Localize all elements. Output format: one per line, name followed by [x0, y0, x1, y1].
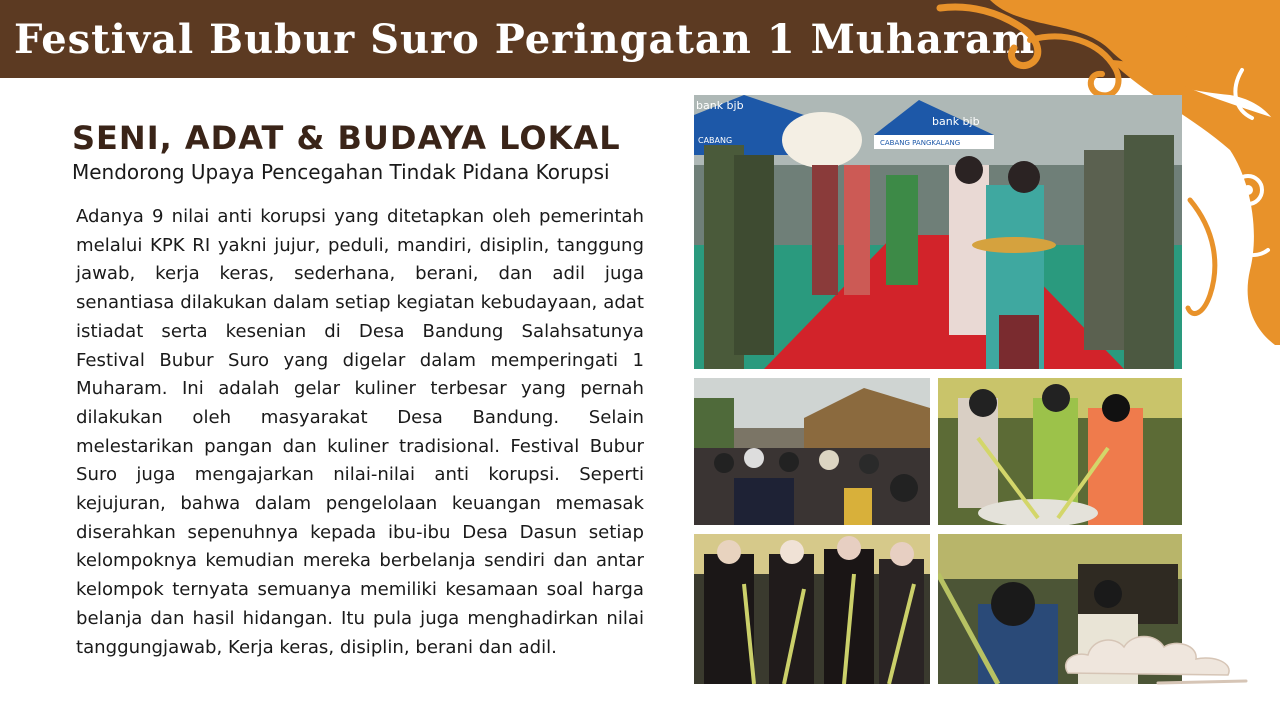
branch-sign-right: CABANG PANGKALANG: [880, 139, 961, 147]
body-paragraph: Adanya 9 nilai anti korupsi yang ditetapkan oleh pemerintah melalui KPK RI yakni jujur, peduli, mandiri, disiplin, tanggung jawab, kerja keras, sederhana, berani, dan adil juga senantiasa dilakukan dalam setiap kegiatan kebudayaan, adat istiadat serta kesenian di Desa Bandung Salahsatunya Festival Bubur Suro yang digelar dalam memperingati 1 Muharam. Ini adalah gelar kuliner terbesar yang pernah dilakukan oleh masyarakat Desa Bandung. Selain melestarikan pangan dan kuliner tradisional. Festival Bubur Suro juga mengajarkan nilai-nilai anti korupsi. Seperti kejujuran, bahwa dalam pengelolaan keuangan memasak diserahkan sepenuhnya kepada ibu-ibu Desa Dasun setiap kelompoknya kemudian mereka berbelanja sendiri dan antar kelompok ternyata semuanya memiliki kesamaan soal harga belanja dan hasil hidangan. Itu pula juga menghadirkan nilai tanggungjawab, Kerja keras, disiplin, berani dan adil.: [76, 206, 644, 658]
bank-sign-left: bank bjb: [696, 99, 744, 112]
section-heading: SENI, ADAT & BUDAYA LOKAL: [72, 119, 621, 157]
section-subheading: Mendorong Upaya Pencegahan Tindak Pidana Korupsi: [72, 160, 610, 184]
bank-sign-right: bank bjb: [932, 115, 980, 128]
branch-sign-left: CABANG: [698, 136, 733, 145]
page-title: Festival Bubur Suro Peringatan 1 Muharam: [14, 16, 1036, 63]
cloud-ornament: [1058, 625, 1248, 687]
photo-crowd: [694, 378, 930, 525]
photo-women-bamboo: [694, 534, 930, 684]
photo-procession: [694, 95, 1182, 369]
photo-stirring: [938, 378, 1182, 525]
